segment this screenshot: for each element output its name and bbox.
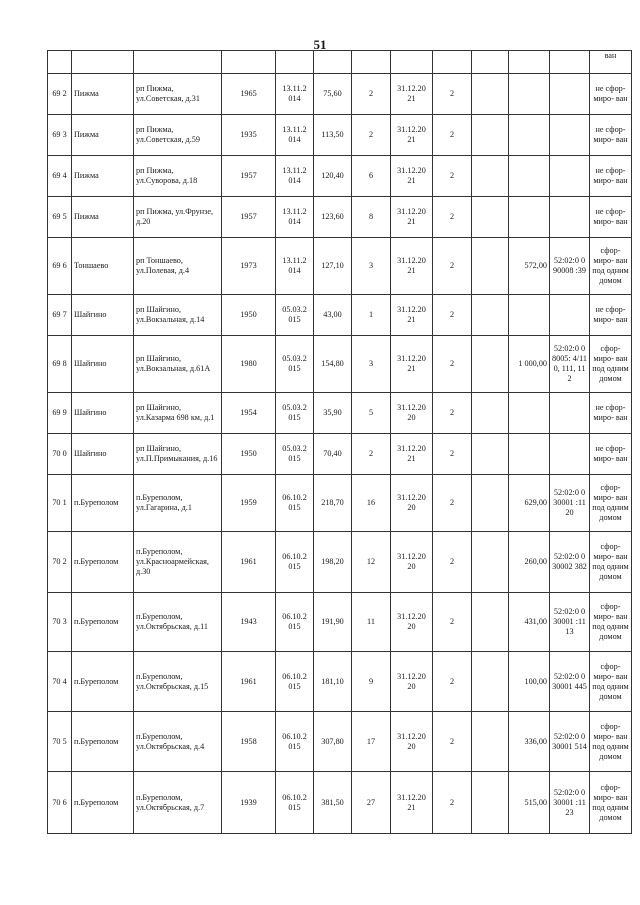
- recognition-date: 06.10.2 015: [276, 712, 314, 772]
- empty-cell: [472, 295, 509, 336]
- planned-end-date: 31.12.20 20: [391, 532, 433, 593]
- land-plot-area: [509, 156, 550, 197]
- resident-count: 2: [352, 434, 391, 475]
- locality-name: Пижма: [72, 156, 134, 197]
- building-address: п.Буреполом, ул.Красноармейская, д.30: [134, 532, 222, 593]
- empty-cell: [472, 74, 509, 115]
- living-area: 307,80: [314, 712, 352, 772]
- empty-cell: [472, 772, 509, 834]
- empty-cell: [472, 434, 509, 475]
- land-plot-status: не сфор- миро- ван: [590, 434, 632, 475]
- planned-end-date: 31.12.20 20: [391, 652, 433, 712]
- row-number: 70 2: [48, 532, 72, 593]
- recognition-date: 13.11.2 014: [276, 156, 314, 197]
- resident-count: 2: [352, 115, 391, 156]
- locality-name: Тоншаево: [72, 238, 134, 295]
- emergency-class: 2: [433, 156, 472, 197]
- land-plot-area: 260,00: [509, 532, 550, 593]
- living-area: 123,60: [314, 197, 352, 238]
- empty-cell: [472, 197, 509, 238]
- locality-name: Шайгино: [72, 393, 134, 434]
- construction-year: 1961: [222, 532, 276, 593]
- recognition-date: 13.11.2 014: [276, 197, 314, 238]
- row-number: 70 6: [48, 772, 72, 834]
- resident-count: 9: [352, 652, 391, 712]
- land-plot-area: [509, 393, 550, 434]
- empty-cell: [472, 393, 509, 434]
- recognition-date: 05.03.2 015: [276, 295, 314, 336]
- construction-year: 1980: [222, 336, 276, 393]
- land-plot-status: не сфор- миро- ван: [590, 74, 632, 115]
- living-area: 75,60: [314, 74, 352, 115]
- row-number: 69 8: [48, 336, 72, 393]
- land-plot-area: 515,00: [509, 772, 550, 834]
- cadastral-number: 52:02:0 08005: 4/110, 111, 112: [550, 336, 590, 393]
- construction-year: 1958: [222, 712, 276, 772]
- locality-name: Пижма: [72, 74, 134, 115]
- housing-registry-table: [47, 50, 632, 834]
- building-address: п.Буреполом, ул.Октябрьская, д.11: [134, 593, 222, 652]
- cadastral-number: 52:02:0 030002 382: [550, 532, 590, 593]
- building-address: п.Буреполом, ул.Октябрьская, д.4: [134, 712, 222, 772]
- cadastral-number: [550, 156, 590, 197]
- locality-name: п.Буреполом: [72, 532, 134, 593]
- cadastral-number: 52:02:0 030001 445: [550, 652, 590, 712]
- cadastral-number: [550, 74, 590, 115]
- locality-name: Шайгино: [72, 434, 134, 475]
- land-plot-area: 1 000,00: [509, 336, 550, 393]
- cadastral-number: [550, 393, 590, 434]
- living-area: 120,40: [314, 156, 352, 197]
- construction-year: 1939: [222, 772, 276, 834]
- locality-name: Пижма: [72, 115, 134, 156]
- living-area: 35,90: [314, 393, 352, 434]
- cadastral-number: [550, 197, 590, 238]
- emergency-class: 2: [433, 115, 472, 156]
- land-plot-status: сфор- миро- ван под одним домом: [590, 652, 632, 712]
- building-address: рп Шайгино, ул.Казарма 698 км, д.1: [134, 393, 222, 434]
- resident-count: 5: [352, 393, 391, 434]
- emergency-class: 2: [433, 197, 472, 238]
- planned-end-date: 31.12.20 20: [391, 712, 433, 772]
- recognition-date: 06.10.2 015: [276, 475, 314, 532]
- empty-cell: [472, 238, 509, 295]
- land-plot-area: [509, 74, 550, 115]
- page-number: 51: [313, 37, 327, 52]
- building-address: п.Буреполом, ул.Гагарина, д.1: [134, 475, 222, 532]
- recognition-date: 06.10.2 015: [276, 593, 314, 652]
- recognition-date: 13.11.2 014: [276, 74, 314, 115]
- planned-end-date: 31.12.20 21: [391, 772, 433, 834]
- recognition-date: 13.11.2 014: [276, 115, 314, 156]
- land-plot-status: не сфор- миро- ван: [590, 115, 632, 156]
- row-number: 70 5: [48, 712, 72, 772]
- construction-year: 1973: [222, 238, 276, 295]
- locality-name: п.Буреполом: [72, 593, 134, 652]
- land-plot-status: сфор- миро- ван под одним домом: [590, 336, 632, 393]
- locality-name: п.Буреполом: [72, 772, 134, 834]
- construction-year: 1950: [222, 295, 276, 336]
- table-row: [48, 434, 632, 475]
- empty-cell: [472, 156, 509, 197]
- building-address: п.Буреполом, ул.Октябрьская, д.7: [134, 772, 222, 834]
- land-plot-area: 100,00: [509, 652, 550, 712]
- empty-cell: [472, 475, 509, 532]
- construction-year: 1954: [222, 393, 276, 434]
- land-plot-status: сфор- миро- ван под одним домом: [590, 712, 632, 772]
- emergency-class: 2: [433, 295, 472, 336]
- emergency-class: 2: [433, 772, 472, 834]
- emergency-class: 2: [433, 336, 472, 393]
- construction-year: 1965: [222, 74, 276, 115]
- building-address: рп Пижма, ул.Фрунзе, д.20: [134, 197, 222, 238]
- planned-end-date: 31.12.20 21: [391, 336, 433, 393]
- recognition-date: 05.03.2 015: [276, 393, 314, 434]
- locality-name: п.Буреполом: [72, 652, 134, 712]
- land-plot-status: не сфор- миро- ван: [590, 295, 632, 336]
- building-address: рп Шайгино, ул.Вокзальная, д.14: [134, 295, 222, 336]
- cadastral-number: [550, 434, 590, 475]
- table-row: [48, 238, 632, 295]
- recognition-date: 05.03.2 015: [276, 336, 314, 393]
- construction-year: 1961: [222, 652, 276, 712]
- table-row: [48, 712, 632, 772]
- resident-count: 8: [352, 197, 391, 238]
- cadastral-number: 52:02:0 030001 :1123: [550, 772, 590, 834]
- empty-cell: [472, 336, 509, 393]
- construction-year: 1950: [222, 434, 276, 475]
- living-area: 113,50: [314, 115, 352, 156]
- row-number: 70 1: [48, 475, 72, 532]
- table-row-continued: [48, 51, 632, 74]
- table-row: [48, 115, 632, 156]
- land-plot-area: 629,00: [509, 475, 550, 532]
- recognition-date: 06.10.2 015: [276, 532, 314, 593]
- emergency-class: 2: [433, 652, 472, 712]
- table-row: [48, 336, 632, 393]
- building-address: рп Пижма, ул.Советская, д.59: [134, 115, 222, 156]
- emergency-class: 2: [433, 712, 472, 772]
- land-plot-status: сфор- миро- ван под одним домом: [590, 475, 632, 532]
- row-number: 70 4: [48, 652, 72, 712]
- table-row: [48, 532, 632, 593]
- cadastral-number: 52:02:0 030001 :1120: [550, 475, 590, 532]
- living-area: 218,70: [314, 475, 352, 532]
- planned-end-date: 31.12.20 20: [391, 393, 433, 434]
- table-row: [48, 197, 632, 238]
- planned-end-date: 31.12.20 21: [391, 156, 433, 197]
- table-row: [48, 74, 632, 115]
- table-row: [48, 652, 632, 712]
- cadastral-number: 52:02:0 030001 514: [550, 712, 590, 772]
- building-address: п.Буреполом, ул.Октябрьская, д.15: [134, 652, 222, 712]
- emergency-class: 2: [433, 434, 472, 475]
- cadastral-number: 52:02:0 090008 :39: [550, 238, 590, 295]
- construction-year: 1959: [222, 475, 276, 532]
- table-row: [48, 475, 632, 532]
- cadastral-number: [550, 295, 590, 336]
- construction-year: 1957: [222, 156, 276, 197]
- table-row: [48, 593, 632, 652]
- living-area: 43,00: [314, 295, 352, 336]
- living-area: 127,10: [314, 238, 352, 295]
- row-number: 69 6: [48, 238, 72, 295]
- emergency-class: 2: [433, 393, 472, 434]
- land-plot-area: 431,00: [509, 593, 550, 652]
- building-address: рп Тоншаево, ул.Полевая, д.4: [134, 238, 222, 295]
- cadastral-number: [550, 115, 590, 156]
- land-plot-status: не сфор- миро- ван: [590, 197, 632, 238]
- building-address: рп Пижма, ул.Советская, д.31: [134, 74, 222, 115]
- cadastral-number: 52:02:0 030001 :1113: [550, 593, 590, 652]
- resident-count: 11: [352, 593, 391, 652]
- planned-end-date: 31.12.20 21: [391, 434, 433, 475]
- row-number: 69 9: [48, 393, 72, 434]
- land-plot-area: 336,00: [509, 712, 550, 772]
- construction-year: 1935: [222, 115, 276, 156]
- building-address: рп Пижма, ул.Суворова, д.18: [134, 156, 222, 197]
- land-plot-status: сфор- миро- ван под одним домом: [590, 532, 632, 593]
- row-number: 70 0: [48, 434, 72, 475]
- resident-count: 16: [352, 475, 391, 532]
- empty-cell: [472, 652, 509, 712]
- row-number: 69 7: [48, 295, 72, 336]
- resident-count: 1: [352, 295, 391, 336]
- planned-end-date: 31.12.20 21: [391, 295, 433, 336]
- resident-count: 6: [352, 156, 391, 197]
- empty-cell: [472, 532, 509, 593]
- resident-count: 3: [352, 238, 391, 295]
- living-area: 191,90: [314, 593, 352, 652]
- emergency-class: 2: [433, 74, 472, 115]
- row-number: 69 4: [48, 156, 72, 197]
- emergency-class: 2: [433, 238, 472, 295]
- management-status: ван: [590, 51, 632, 74]
- living-area: 381,50: [314, 772, 352, 834]
- land-plot-status: не сфор- миро- ван: [590, 156, 632, 197]
- locality-name: п.Буреполом: [72, 712, 134, 772]
- land-plot-status: не сфор- миро- ван: [590, 393, 632, 434]
- table-row: [48, 295, 632, 336]
- living-area: 198,20: [314, 532, 352, 593]
- locality-name: п.Буреполом: [72, 475, 134, 532]
- construction-year: 1943: [222, 593, 276, 652]
- empty-cell: [472, 712, 509, 772]
- resident-count: 2: [352, 74, 391, 115]
- land-plot-status: сфор- миро- ван под одним домом: [590, 772, 632, 834]
- empty-cell: [472, 115, 509, 156]
- table-row: [48, 156, 632, 197]
- building-address: рп Шайгино, ул.П.Примыкания, д.16: [134, 434, 222, 475]
- row-number: 69 3: [48, 115, 72, 156]
- living-area: 181,10: [314, 652, 352, 712]
- land-plot-area: [509, 434, 550, 475]
- planned-end-date: 31.12.20 20: [391, 475, 433, 532]
- resident-count: 3: [352, 336, 391, 393]
- recognition-date: 13.11.2 014: [276, 238, 314, 295]
- resident-count: 17: [352, 712, 391, 772]
- emergency-class: 2: [433, 532, 472, 593]
- resident-count: 27: [352, 772, 391, 834]
- recognition-date: 06.10.2 015: [276, 772, 314, 834]
- locality-name: Шайгино: [72, 336, 134, 393]
- locality-name: Пижма: [72, 197, 134, 238]
- land-plot-status: сфор- миро- ван под одним домом: [590, 593, 632, 652]
- construction-year: 1957: [222, 197, 276, 238]
- building-address: рп Шайгино, ул.Вокзальная, д.61А: [134, 336, 222, 393]
- recognition-date: 06.10.2 015: [276, 652, 314, 712]
- recognition-date: 05.03.2 015: [276, 434, 314, 475]
- row-number: 69 5: [48, 197, 72, 238]
- row-number: 70 3: [48, 593, 72, 652]
- land-plot-status: сфор- миро- ван под одним домом: [590, 238, 632, 295]
- planned-end-date: 31.12.20 20: [391, 593, 433, 652]
- living-area: 70,40: [314, 434, 352, 475]
- table-row: [48, 772, 632, 834]
- living-area: 154,80: [314, 336, 352, 393]
- land-plot-area: 572,00: [509, 238, 550, 295]
- emergency-class: 2: [433, 475, 472, 532]
- emergency-class: 2: [433, 593, 472, 652]
- table-row: [48, 393, 632, 434]
- planned-end-date: 31.12.20 21: [391, 115, 433, 156]
- land-plot-area: [509, 197, 550, 238]
- planned-end-date: 31.12.20 21: [391, 197, 433, 238]
- planned-end-date: 31.12.20 21: [391, 238, 433, 295]
- planned-end-date: 31.12.20 21: [391, 74, 433, 115]
- row-number: 69 2: [48, 74, 72, 115]
- land-plot-area: [509, 115, 550, 156]
- empty-cell: [472, 593, 509, 652]
- locality-name: Шайгино: [72, 295, 134, 336]
- land-plot-area: [509, 295, 550, 336]
- resident-count: 12: [352, 532, 391, 593]
